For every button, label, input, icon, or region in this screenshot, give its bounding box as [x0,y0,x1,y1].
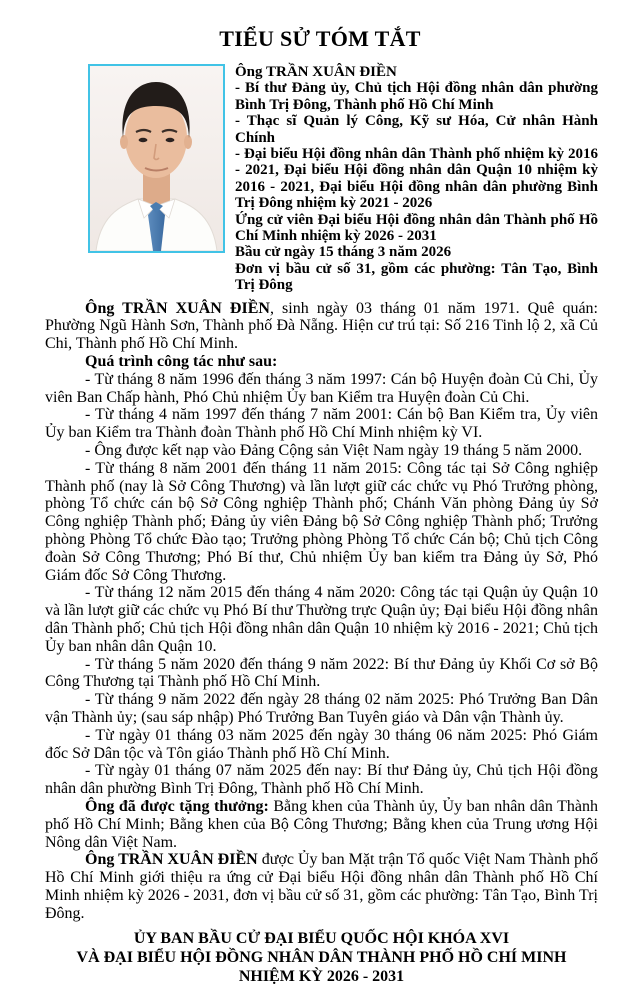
election-unit-line: Đơn vị bầu cử số 31, gồm các phường: Tân Tạo, Bình Trị Đông [235,260,598,294]
career-item: - Từ tháng 5 năm 2020 đến tháng 9 năm 2022: Bí thư Đảng ủy Khối Cơ sở Bộ Công Thương tại Thành phố Hồ Chí Minh. [45,655,598,691]
candidate-delegate-history: - Đại biểu Hội đồng nhân dân Thành phố nhiệm kỳ 2016 - 2021, Đại biểu Hội đồng nhân dân Quận 10 nhiệm kỳ 2016 - 2021, Đại biểu Hội đồng nhân dân phường Bình Trị Đông nhiệm kỳ 2021 - 2026 [235,146,598,212]
profile-header [88,64,598,294]
biography-body [45,300,598,923]
career-item: - Từ ngày 01 tháng 07 năm 2025 đến nay: Bí thư Đảng ủy, Chủ tịch Hội đồng nhân dân phường Bình Trị Đông, Thành phố Hồ Chí Minh. [45,762,598,798]
candidate-name: Ông TRẦN XUÂN ĐIỀN [235,64,397,80]
awards-heading: Ông đã được tặng thưởng: [85,798,269,815]
candidate-education: - Thạc sĩ Quản lý Công, Kỹ sư Hóa, Cử nhân Hành Chính [235,113,598,146]
career-item: - Từ ngày 01 tháng 03 năm 2025 đến ngày 30 tháng 06 năm 2025: Phó Giám đốc Sở Dân tộc và Tôn giáo Thành phố Hồ Chí Minh. [45,726,598,762]
career-item: - Từ tháng 8 năm 2001 đến tháng 11 năm 2015: Công tác tại Sở Công nghiệp Thành phố (nay là Sở Công Thương) và lần lượt giữ các chức vụ Phó Trưởng phòng, phòng Tổ chức cán bộ Sở Công nghiệp Thành phố; Chánh Văn phòng Đảng ủy Sở Công nghiệp Thành phố; Đảng ủy viên Đảng bộ Sở Công nghiệp Thành phố; Trưởng phòng Phòng Tổ chức Đào tạo; Trưởng phòng Phòng Tổ chức Cán bộ; Chủ tịch Công đoàn Sở Công Thương; Phó Bí thư, Chủ nhiệm Ủy ban kiểm tra Đảng ủy Sở, Phó Giám đốc Sở Công Thương. [45,459,598,584]
candidate-nomination-line: Ứng cử viên Đại biểu Hội đồng nhân dân Thành phố Hồ Chí Minh nhiệm kỳ 2026 - 2031 [235,211,598,245]
authority-term-line: NHIỆM KỲ 2026 - 2031 [238,967,405,985]
candidate-position: - Bí thư Đảng ủy, Chủ tịch Hội đồng nhân dân phường Bình Trị Đông, Thành phố Hồ Chí Minh [235,80,598,113]
page-title: TIỂU SỬ TÓM TẮT [219,26,421,51]
nomination-text: được Ủy ban Mặt trận Tổ quốc Việt Nam Thành phố Hồ Chí Minh giới thiệu ra ứng cử Đại biểu Hội đồng nhân dân Thành phố Hồ Chí Minh nhiệm kỳ 2026 - 2031, đơn vị bầu cử số 31, gồm các phường: Tân Tạo, Bình Trị Đông. [45,851,599,922]
candidate-photo [88,64,225,253]
election-date-line: Bầu cử ngày 15 tháng 3 năm 2026 [235,244,452,261]
career-item: - Từ tháng 8 năm 1996 đến tháng 3 năm 1997: Cán bộ Huyện đoàn Củ Chi, Ủy viên Ban Chấp hành, Phó Chủ nhiệm Ủy ban Kiểm tra Huyện đoàn Củ Chi. [45,370,598,406]
candidate-summary [235,64,598,294]
career-item: - Ông được kết nạp vào Đảng Cộng sản Việt Nam ngày 19 tháng 5 năm 2000. [85,442,583,460]
portrait-photo-icon [90,66,223,251]
career-heading: Quá trình công tác như sau: [85,353,278,371]
career-item: - Từ tháng 4 năm 1997 đến tháng 7 năm 2001: Cán bộ Ban Kiểm tra, Ủy viên Ủy ban Kiểm tra Thành đoàn Thành phố Hồ Chí Minh nhiệm kỳ VI. [45,406,598,442]
authority-line: VÀ ĐẠI BIỂU HỘI ĐỒNG NHÂN DÂN THÀNH PHỐ HỒ CHÍ MINH [76,948,567,966]
authority-line: ỦY BAN BẦU CỬ ĐẠI BIỂU QUỐC HỘI KHÓA XVI [133,929,510,947]
intro-paragraph [45,300,598,353]
intro-name: Ông TRẦN XUÂN ĐIỀN [85,299,270,317]
nomination-paragraph [45,851,598,922]
awards-paragraph [45,798,598,851]
awards-text: Bằng khen của Thành ủy, Ủy ban nhân dân Thành phố Hồ Chí Minh; Bằng khen của Bộ Công Thương; Bằng khen của Trung ương Hội Nông dân Việt Nam. [45,798,599,851]
intro-text: , sinh ngày 03 tháng 01 năm 1971. Quê quán: Phường Ngũ Hành Sơn, Thành phố Đà Nẵng. Hiện cư trú tại: Số 216 Tinh lộ 2, xã Củ Chi, Thành phố Hồ Chí Minh. [45,299,598,353]
nomination-name: Ông TRẦN XUÂN ĐIỀN [85,851,258,869]
issuing-authority [45,929,598,986]
career-item: - Từ tháng 9 năm 2022 đến ngày 28 tháng 02 năm 2025: Phó Trưởng Ban Dân vận Thành ủy; (sau sáp nhập) Phó Trưởng Ban Tuyên giáo và Dân vận Thành ủy. [45,691,598,727]
career-item: - Từ tháng 12 năm 2015 đến tháng 4 năm 2020: Công tác tại Quận ủy Quận 10 và lần lượt giữ các chức vụ Phó Bí thư Thường trực Quận ủy; Đại biểu Hội đồng nhân dân Thành phố; Chủ tịch Hội đồng nhân dân Quận 10 nhiệm kỳ 2016 - 2021; Chủ tịch Ủy ban nhân dân Quận 10. [45,584,598,655]
biography-document-page [0,26,640,985]
